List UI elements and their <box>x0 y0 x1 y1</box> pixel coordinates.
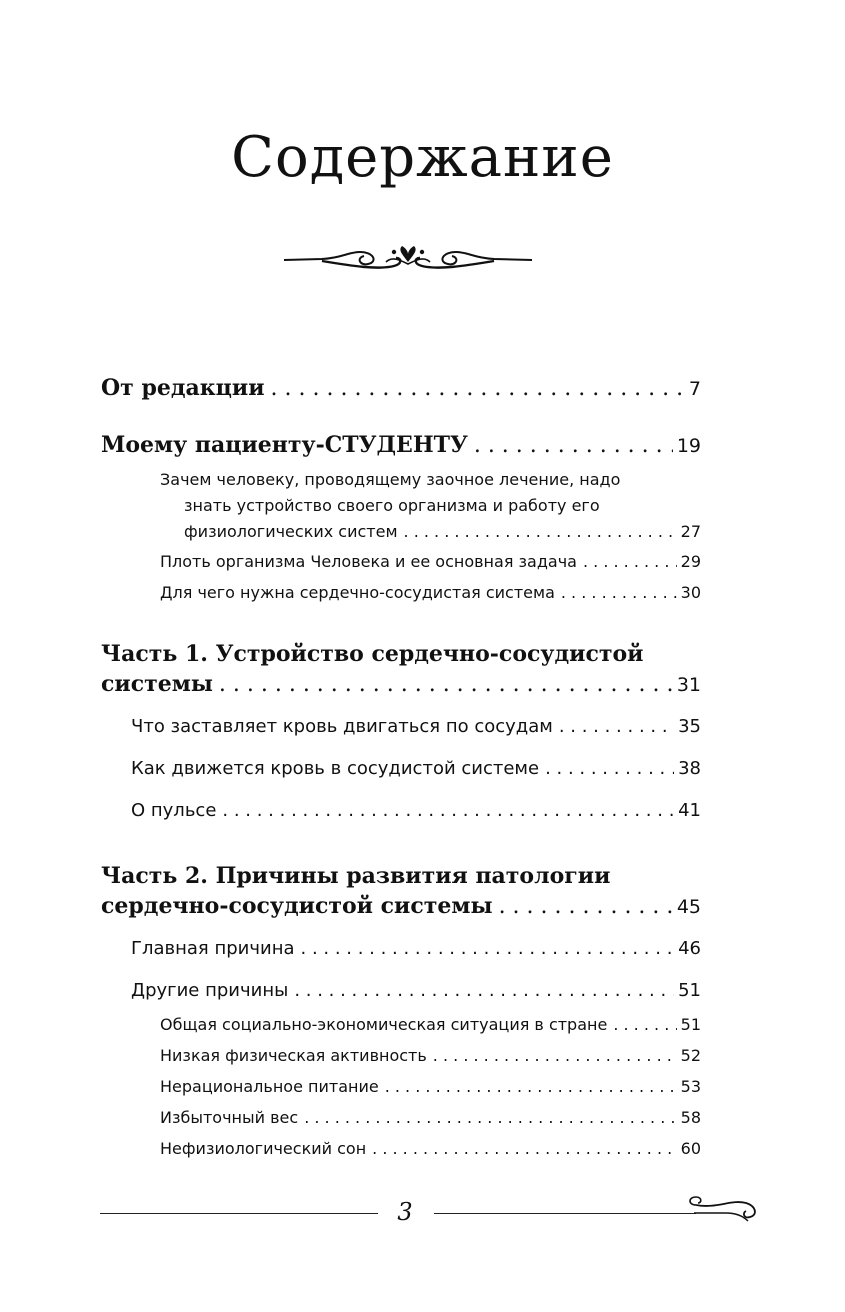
toc-entry-page: 46 <box>678 938 701 959</box>
toc-entry-blood-flow[interactable] <box>131 755 701 783</box>
toc-entry-overweight[interactable] <box>160 1105 701 1131</box>
toc-entry-page: 51 <box>678 980 701 1001</box>
toc-entry-title: Общая социально-экономическая ситуация в стране <box>160 1015 608 1034</box>
toc-entry-last-line <box>184 519 701 545</box>
toc-entry-title-line: системы <box>101 671 213 697</box>
toc-entry-page: 30 <box>680 583 701 602</box>
toc-entry-blood-movement-cause[interactable] <box>131 713 701 741</box>
page-number: 3 <box>397 1198 413 1226</box>
dot-leader <box>433 1043 677 1069</box>
toc-entry-page: 60 <box>680 1139 701 1158</box>
toc-entry-page: 27 <box>680 522 701 541</box>
toc-entry-socioeconomic[interactable] <box>160 1012 701 1038</box>
toc-entry-title: От редакции <box>101 375 265 401</box>
toc-entry-page: 29 <box>680 552 701 571</box>
toc-entry-page: 58 <box>680 1108 701 1127</box>
toc-entry-title: Другие причины <box>131 980 289 1001</box>
toc-entry-page: 35 <box>678 716 701 737</box>
toc-entry-title: Нефизиологический сон <box>160 1139 367 1158</box>
toc-entry-flesh[interactable] <box>160 549 701 575</box>
toc-entry-cardiovascular-purpose[interactable] <box>160 580 701 606</box>
dot-leader <box>474 430 673 461</box>
toc-entry-student[interactable] <box>101 429 701 461</box>
toc-entry-page: 31 <box>676 674 701 696</box>
dot-leader <box>294 977 674 1005</box>
toc-entry-title: Моему пациенту-СТУДЕНТУ <box>101 432 468 458</box>
dot-leader <box>545 755 674 783</box>
dot-leader <box>304 1105 676 1131</box>
dot-leader <box>404 519 677 545</box>
dot-leader <box>559 713 674 741</box>
toc-entry-title: Главная причина <box>131 938 295 959</box>
toc-entry-title: Нерациональное питание <box>160 1077 379 1096</box>
toc-entry-page: 51 <box>680 1015 701 1034</box>
toc-entry-page: 7 <box>688 378 701 400</box>
toc-entry-page: 45 <box>676 896 701 918</box>
toc-entry-page: 38 <box>678 758 701 779</box>
toc-entry-title-line: знать устройство своего организма и работу его <box>184 496 600 515</box>
footer-rule-right <box>434 1213 696 1214</box>
dot-leader <box>301 935 675 963</box>
toc-entry-title-line: физиологических систем <box>184 522 398 541</box>
toc-entry-last-line <box>101 668 701 700</box>
toc-entry-title: Как движется кровь в сосудистой системе <box>131 758 540 779</box>
dot-leader <box>583 549 677 575</box>
toc-entry-page: 52 <box>680 1046 701 1065</box>
toc-entry-title: Избыточный вес <box>160 1108 299 1127</box>
dot-leader <box>613 1012 676 1038</box>
toc-entry-sleep[interactable] <box>160 1136 701 1162</box>
toc-entry-title: Плоть организма Человека и ее основная задача <box>160 552 577 571</box>
page-title: Содержание <box>231 125 614 190</box>
toc-entry-title-line: Зачем человеку, проводящему заочное лечение, надо <box>160 470 621 489</box>
dot-leader <box>271 373 685 404</box>
toc-entry-title: О пульсе <box>131 800 217 821</box>
toc-entry-title: Для чего нужна сердечно-сосудистая система <box>160 583 555 602</box>
dot-leader <box>219 669 673 700</box>
dot-leader <box>222 797 674 825</box>
toc-entry-title-line: Часть 1. Устройство сердечно-сосудистой <box>101 641 644 667</box>
toc-entry-page: 53 <box>680 1077 701 1096</box>
toc-entry-other-causes[interactable] <box>131 977 701 1005</box>
toc-entry-title-line: Часть 2. Причины развития патологии <box>101 863 611 889</box>
toc-entry-title-line: сердечно-сосудистой системы <box>101 893 493 919</box>
toc-entry-last-line <box>101 890 701 922</box>
toc-entry-title: Низкая физическая активность <box>160 1046 427 1065</box>
toc-entry-title: Что заставляет кровь двигаться по сосудам <box>131 716 553 737</box>
toc-entry-low-activity[interactable] <box>160 1043 701 1069</box>
toc-entry-page: 19 <box>676 435 701 457</box>
footer-rule-left <box>100 1213 378 1214</box>
dot-leader <box>385 1074 677 1100</box>
toc-entry-editorial[interactable] <box>101 372 701 404</box>
toc-entry-nutrition[interactable] <box>160 1074 701 1100</box>
dot-leader <box>372 1136 676 1162</box>
dot-leader <box>499 891 673 922</box>
toc-entry-pulse[interactable] <box>131 797 701 825</box>
toc-entry-main-cause[interactable] <box>131 935 701 963</box>
dot-leader <box>561 580 677 606</box>
decorative-swash-icon <box>686 1193 764 1227</box>
toc-entry-page: 41 <box>678 800 701 821</box>
